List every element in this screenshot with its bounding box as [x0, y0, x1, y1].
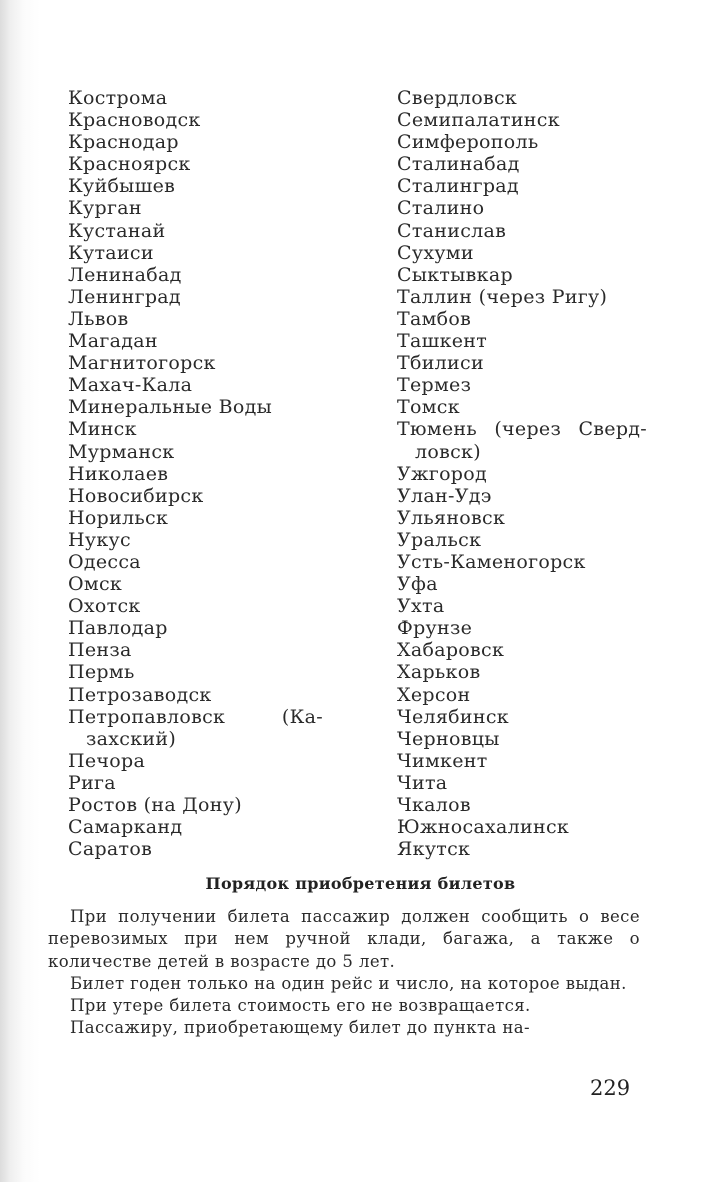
city-item: Херсон — [397, 683, 471, 706]
city-item: Новосибирск — [68, 484, 204, 507]
city-item: Курган — [68, 197, 142, 220]
city-word: Тюмень — [397, 418, 478, 441]
paragraph: При получении билета пассажир должен сообщить о весе перевозимых при нем ручной клади, багажа, а также о количестве детей в возрасте до 5 лет. — [48, 907, 640, 971]
city-item: Улан-Удэ — [397, 484, 492, 507]
city-item: Львов — [68, 307, 129, 330]
city-item: Чита — [397, 771, 448, 794]
city-item: Сталинабад — [397, 153, 520, 176]
city-item: Уфа — [397, 573, 438, 596]
city-continuation: ловск) — [415, 440, 481, 463]
city-item: Сыктывкар — [397, 263, 513, 286]
city-item-tyumen — [397, 418, 647, 440]
city-item: Пермь — [68, 661, 135, 684]
city-item: Уральск — [397, 528, 482, 551]
paragraph: Билет годен только на один рейс и число, на которое выдан. — [70, 973, 627, 993]
paragraph: При утере билета стоимость его не возвращается. — [70, 996, 531, 1016]
city-item: Одесса — [68, 550, 141, 573]
city-item: Печора — [68, 749, 146, 772]
city-item: Магнитогорск — [68, 352, 216, 375]
city-continuation: захский) — [86, 727, 177, 750]
city-item: Пенза — [68, 639, 132, 662]
city-item: Махач-Кала — [68, 374, 193, 397]
city-item: Нукус — [68, 528, 131, 551]
city-item: Харьков — [397, 661, 481, 684]
city-item: Хабаровск — [397, 639, 505, 662]
city-item: Свердловск — [397, 87, 518, 109]
city-item: Минеральные Воды — [68, 396, 273, 419]
city-item: Сталинград — [397, 175, 519, 198]
city-item: Кустанай — [68, 219, 166, 242]
city-item: Черновцы — [397, 727, 500, 750]
city-item: Охотск — [68, 595, 141, 618]
city-item: Термез — [397, 374, 472, 397]
city-item: Южносахалинск — [397, 816, 570, 839]
city-item: Ленинград — [68, 285, 181, 308]
city-hyphen-part: Сверд- — [578, 418, 647, 441]
city-item: Минск — [68, 418, 137, 441]
city-item: Сухуми — [397, 241, 474, 264]
city-item: Павлодар — [68, 617, 168, 640]
page-number: 229 — [590, 1076, 631, 1100]
city-item: Красноярск — [68, 153, 191, 176]
city-item: Николаев — [68, 462, 169, 485]
city-item: Ростов (на Дону) — [68, 794, 242, 816]
body-text — [48, 906, 640, 1040]
city-item: Якутск — [397, 838, 471, 861]
city-item: Кострома — [68, 87, 168, 109]
city-item: Саратов — [68, 838, 153, 861]
city-item: Краснодар — [68, 131, 179, 154]
city-item: Таллин (через Ригу) — [397, 285, 608, 308]
city-item: Самарканд — [68, 816, 183, 839]
city-item-petropavlovsk — [68, 706, 323, 728]
city-item: Тбилиси — [397, 352, 484, 375]
city-item: Ташкент — [397, 330, 488, 353]
city-item: Мурманск — [68, 440, 175, 463]
city-item: Ужгород — [397, 462, 488, 485]
city-item: Чкалов — [397, 794, 471, 816]
city-item: Станислав — [397, 219, 507, 242]
cities-column-left — [68, 87, 323, 860]
city-item: Ульяновск — [397, 506, 506, 529]
city-item: Красноводск — [68, 109, 201, 132]
city-item: Семипалатинск — [397, 109, 560, 132]
city-item: Чимкент — [397, 749, 488, 772]
city-item: Челябинск — [397, 705, 509, 728]
section-title: Порядок приобретения билетов — [205, 874, 516, 893]
city-item: Магадан — [68, 330, 158, 353]
city-item: Симферополь — [397, 131, 539, 154]
cities-column-right — [397, 87, 647, 860]
city-item: Сталино — [397, 197, 485, 220]
city-middle-part: (через — [494, 418, 562, 441]
city-item: Усть-Каменогорск — [397, 550, 586, 573]
city-item: Норильск — [68, 506, 169, 529]
city-item: Кутаиси — [68, 241, 154, 264]
city-item: Куйбышев — [68, 175, 176, 198]
city-item: Омск — [68, 573, 123, 596]
city-item: Фрунзе — [397, 617, 473, 640]
city-word: Петропавловск — [68, 705, 226, 728]
city-item: Тамбов — [397, 307, 472, 330]
city-item: Петрозаводск — [68, 683, 212, 706]
city-item: Ухта — [397, 595, 445, 618]
city-item: Томск — [397, 396, 460, 419]
city-item: Ленинабад — [68, 263, 182, 286]
paragraph: Пассажиру, приобретающему билет до пункта на- — [70, 1018, 530, 1038]
city-item: Рига — [68, 771, 116, 794]
city-hyphen-part: (Ка- — [281, 705, 323, 728]
